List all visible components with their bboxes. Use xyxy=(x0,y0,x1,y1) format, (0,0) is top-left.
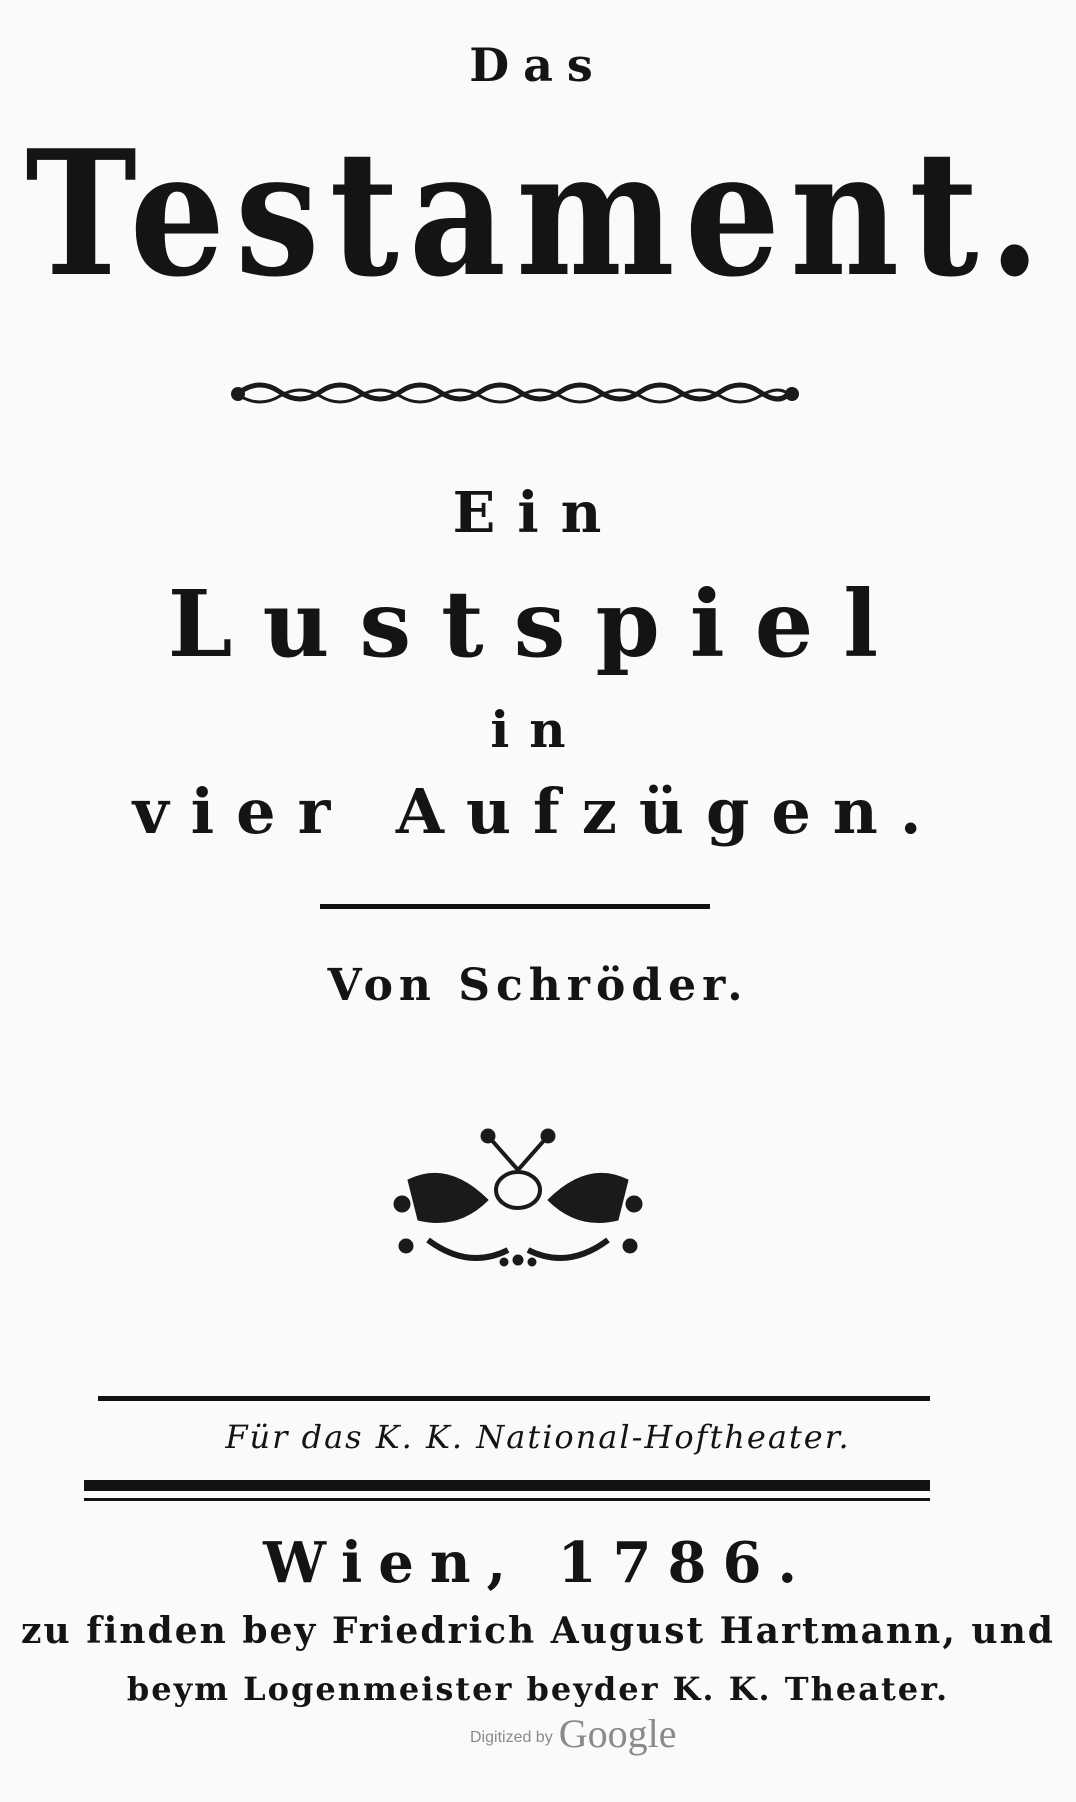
main-title: Testament. xyxy=(25,113,1051,316)
theater-rule-bottom-thick xyxy=(84,1480,930,1491)
publisher-line-1: zu finden bey Friedrich August Hartmann, und xyxy=(21,1610,1055,1652)
author-line: Von Schröder. xyxy=(327,960,749,1011)
digitized-watermark xyxy=(470,1710,770,1757)
publisher-line-2: beym Logenmeister beyder K. K. Theater. xyxy=(126,1670,950,1708)
theater-rule-top xyxy=(98,1396,930,1401)
theater-rule-bottom-thin xyxy=(84,1498,930,1501)
place-year-line: Wien, 1786. xyxy=(263,1530,813,1596)
watermark-prefix: Digitized by xyxy=(470,1728,553,1746)
divider-rule xyxy=(320,904,710,909)
genre-line: Lustspiel xyxy=(167,570,909,678)
ornamental-rule-top xyxy=(230,372,800,412)
floral-vignette-ornament xyxy=(388,1120,648,1280)
watermark-brand: Google xyxy=(558,1711,677,1756)
heading-in: in xyxy=(490,700,586,759)
theater-line: Für das K. K. National-Hoftheater. xyxy=(225,1418,851,1456)
heading-ein: Ein xyxy=(452,480,624,546)
acts-line: vier Aufzügen. xyxy=(132,775,944,848)
heading-das: Das xyxy=(469,38,607,92)
